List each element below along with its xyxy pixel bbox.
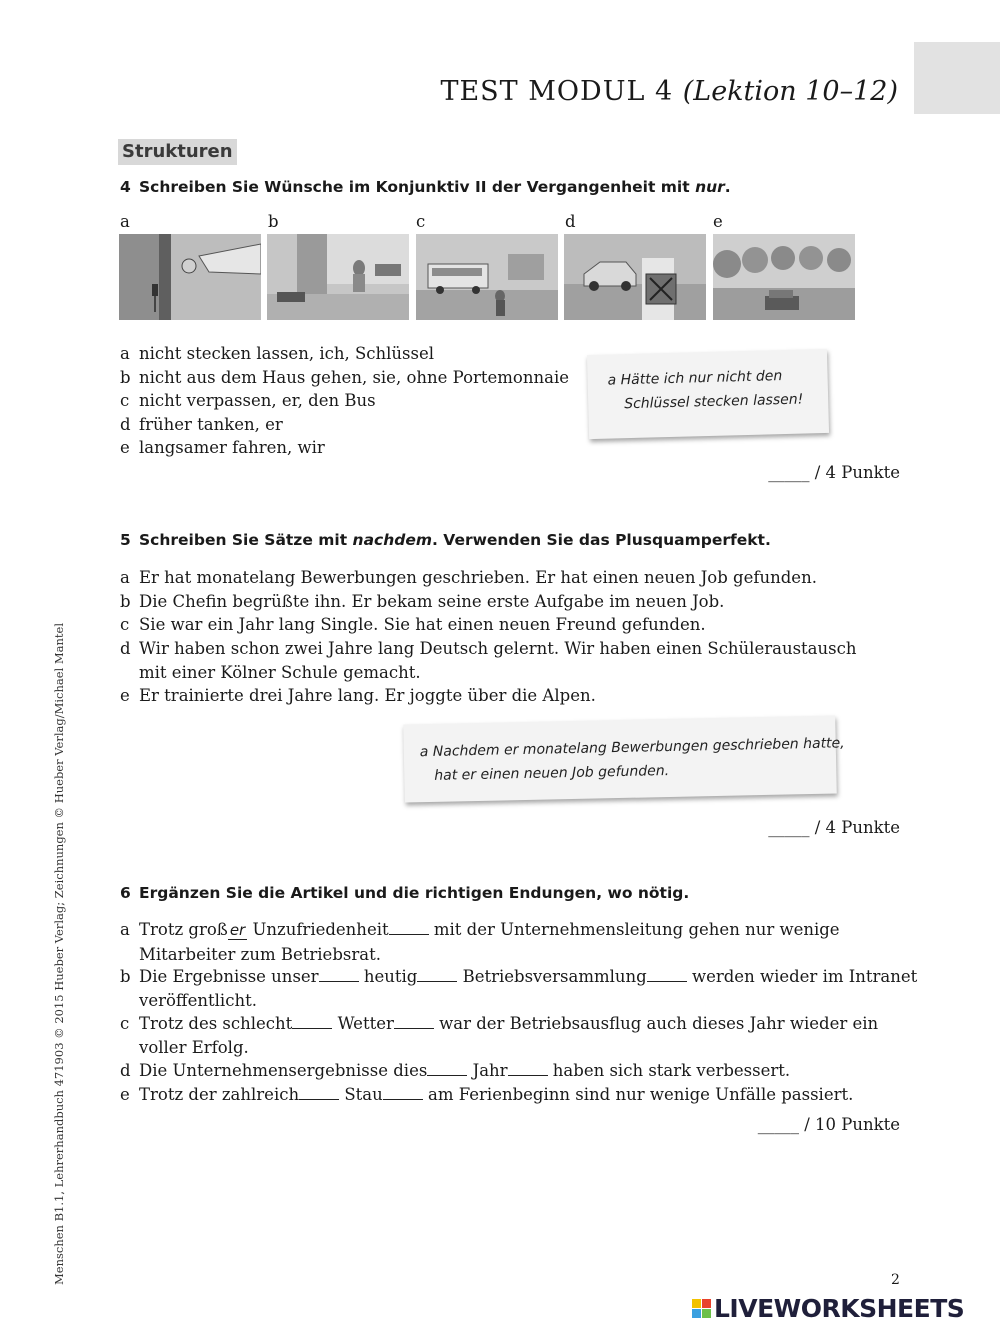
task5-item-c: [120, 613, 706, 637]
item-letter: e: [120, 1085, 130, 1104]
example-fill: er: [229, 921, 246, 939]
item-text: war der Betriebsausflug auch dieses Jahr wieder ein: [439, 1014, 879, 1033]
task-number: 5: [120, 531, 131, 549]
item-text: haben sich stark verbessert.: [552, 1061, 791, 1080]
item-text: Die Ergebnisse unser: [139, 967, 319, 986]
task4-item-a: [120, 342, 434, 366]
gap-blank[interactable]: [394, 1014, 434, 1029]
item-text: Trotz groß: [139, 920, 228, 939]
item-text: am Ferienbeginn sind nur wenige Unfälle passiert.: [428, 1085, 854, 1104]
task5-points: [768, 818, 900, 837]
item-letter: b: [120, 592, 131, 611]
task5-item-e: [120, 684, 596, 708]
item-text: Er trainierte drei Jahre lang. Er joggte über die Alpen.: [139, 686, 596, 705]
task4-heading-keyword: nur: [695, 178, 725, 196]
brand-name: LIVEWORKSHEETS: [714, 1294, 965, 1323]
task5-heading-keyword: nachdem: [352, 531, 433, 549]
item-text-continued: mit einer Kölner Schule gemacht.: [139, 662, 421, 682]
points-label: / 4 Punkte: [814, 463, 900, 482]
item-letter: c: [120, 391, 130, 410]
item-letter: a: [120, 344, 130, 363]
item-text: werden wieder im Intranet: [691, 967, 918, 986]
item-text: Stau: [344, 1085, 383, 1104]
item-text: mit der Unternehmensleitung gehen nur wenige: [433, 920, 840, 939]
gap-blank[interactable]: [292, 1014, 332, 1029]
item-text: Sie war ein Jahr lang Single. Sie hat einen neuen Freund gefunden.: [139, 615, 706, 634]
liveworksheets-logo: [692, 1294, 964, 1323]
task6-item-b: [120, 965, 917, 1012]
note-line: a Hätte ich nur nicht den: [607, 368, 783, 389]
section-label: Strukturen: [118, 139, 237, 165]
item-letter: c: [120, 615, 130, 634]
task6-item-d: [120, 1059, 790, 1083]
gap-blank[interactable]: [508, 1061, 548, 1076]
title-lesson-range: (Lektion 10–12): [682, 76, 898, 107]
item-text: Die Unternehmensergebnisse dies: [139, 1061, 428, 1080]
item-text: Wetter: [337, 1014, 394, 1033]
points-label: / 4 Punkte: [814, 818, 900, 837]
picture-label-b: b: [268, 212, 279, 231]
note-line: Schlüssel stecken lassen!: [624, 391, 804, 413]
item-letter: e: [120, 686, 130, 705]
gap-blank[interactable]: [299, 1085, 339, 1100]
points-blank[interactable]: _____: [768, 463, 810, 482]
task5-item-d: [120, 637, 856, 684]
task-number: 4: [120, 178, 131, 196]
item-letter: d: [120, 415, 131, 434]
item-text: langsamer fahren, wir: [139, 438, 325, 457]
item-text-continued: voller Erfolg.: [139, 1037, 249, 1057]
item-text: Betriebsversammlung: [462, 967, 647, 986]
picture-label-d: d: [565, 212, 576, 231]
task4-item-b: [120, 366, 569, 390]
item-text: Trotz des schlecht: [139, 1014, 293, 1033]
item-text-continued: veröffentlicht.: [139, 990, 257, 1010]
picture-d-empty-tank: [564, 234, 706, 320]
task5-item-b: [120, 590, 724, 614]
gap-blank[interactable]: [427, 1061, 467, 1076]
picture-a-key-in-door: [119, 234, 261, 320]
task6-points: [758, 1115, 900, 1134]
item-letter: b: [120, 368, 131, 387]
gap-blank[interactable]: [319, 967, 359, 982]
item-letter: c: [120, 1014, 130, 1033]
item-text: heutig: [363, 967, 418, 986]
points-label: / 10 Punkte: [804, 1115, 900, 1134]
task6-item-a: [120, 918, 840, 966]
gap-blank[interactable]: [647, 967, 687, 982]
item-text: nicht aus dem Haus gehen, sie, ohne Portemonnaie: [139, 368, 569, 387]
picture-label-c: c: [416, 212, 426, 231]
task4-item-c: [120, 389, 376, 413]
gap-blank[interactable]: [389, 920, 429, 935]
logo-squares-icon: [692, 1299, 711, 1318]
page-number: 2: [891, 1272, 900, 1288]
item-letter: d: [120, 639, 131, 658]
task4-points: [768, 463, 900, 482]
gap-blank[interactable]: [417, 967, 457, 982]
copyright-vertical: Menschen B1.1, Lehrerhandbuch 471903 © 2015 Hueber Verlag; Zeichnungen © Hueber Verlag/Michael Mantel: [52, 622, 66, 1285]
note-line: hat er einen neuen Job gefunden.: [434, 762, 670, 784]
picture-e-car-road: [713, 234, 855, 320]
task4-heading: [120, 178, 731, 196]
item-text: Wir haben schon zwei Jahre lang Deutsch gelernt. Wir haben einen Schüleraustausch: [139, 639, 857, 658]
page-title: [440, 76, 898, 107]
item-text: nicht verpassen, er, den Bus: [139, 391, 376, 410]
item-letter: a: [120, 920, 130, 939]
task5-example-note: [403, 715, 845, 802]
picture-c-missed-bus: [416, 234, 558, 320]
item-letter: d: [120, 1061, 131, 1080]
task4-heading-end: .: [724, 178, 731, 196]
note-line: a Nachdem er monatelang Bewerbungen geschrieben hatte,: [419, 735, 845, 761]
task6-item-c: [120, 1012, 878, 1059]
title-main: TEST MODUL 4: [440, 76, 674, 107]
picture-label-e: e: [713, 212, 723, 231]
item-text: Die Chefin begrüßte ihn. Er bekam seine erste Aufgabe im neuen Job.: [139, 592, 725, 611]
picture-b-wallet-left: [267, 234, 409, 320]
task5-heading-end: . Verwenden Sie das Plusquamperfekt.: [432, 531, 771, 549]
task4-item-d: [120, 413, 283, 437]
task5-heading-text: Schreiben Sie Sätze mit: [139, 531, 348, 549]
gap-blank[interactable]: [383, 1085, 423, 1100]
task4-heading-text: Schreiben Sie Wünsche im Konjunktiv II der Vergangenheit mit: [139, 178, 690, 196]
picture-label-a: a: [120, 212, 130, 231]
item-letter: e: [120, 438, 130, 457]
points-blank[interactable]: _____: [757, 1115, 799, 1134]
item-letter: a: [120, 568, 130, 587]
task6-item-e: [120, 1083, 853, 1107]
item-text-continued: Mitarbeiter zum Betriebsrat.: [139, 944, 381, 964]
item-text: früher tanken, er: [139, 415, 283, 434]
grey-corner-tab: [914, 42, 1000, 114]
task5-item-a: [120, 566, 817, 590]
task6-heading-text: Ergänzen Sie die Artikel und die richtigen Endungen, wo nötig.: [139, 884, 690, 902]
item-text: nicht stecken lassen, ich, Schlüssel: [139, 344, 435, 363]
task-number: 6: [120, 884, 131, 902]
item-text: Trotz der zahlreich: [139, 1085, 300, 1104]
item-text: Jahr: [472, 1061, 508, 1080]
item-text: Er hat monatelang Bewerbungen geschrieben. Er hat einen neuen Job gefunden.: [139, 568, 817, 587]
points-blank[interactable]: _____: [768, 818, 810, 837]
item-text: Unzufriedenheit: [252, 920, 389, 939]
task5-heading: [120, 531, 771, 549]
item-letter: b: [120, 967, 131, 986]
task4-item-e: [120, 436, 325, 460]
task6-heading: [120, 884, 689, 902]
task4-example-note: [587, 349, 829, 439]
